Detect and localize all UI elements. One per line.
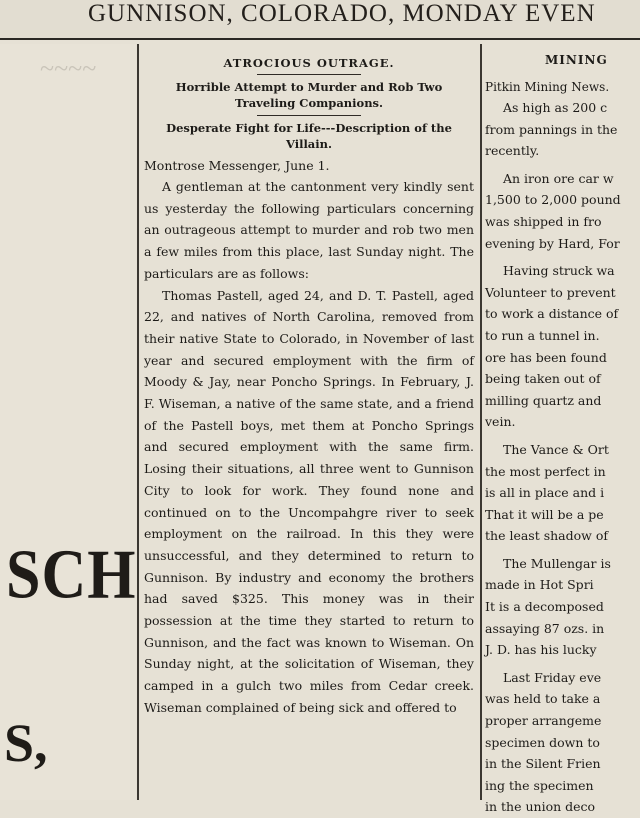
text-line: ing the specimen bbox=[485, 777, 594, 793]
masthead-title: GUNNISON, COLORADO, MONDAY EVEN bbox=[88, 0, 596, 27]
large-text-fragment: S, bbox=[4, 713, 48, 773]
mining-news-paragraph bbox=[485, 260, 640, 433]
text-line: The Mullengar is bbox=[503, 555, 611, 571]
text-line: evening by Hard, For bbox=[485, 235, 620, 251]
bleed-through-text: ~~~~ bbox=[40, 54, 97, 83]
mining-news-paragraph bbox=[485, 168, 640, 254]
text-line: was shipped in fro bbox=[485, 213, 602, 229]
text-line: was held to take a bbox=[485, 691, 601, 707]
right-column-fragment bbox=[485, 50, 640, 815]
text-line: to work a distance of bbox=[485, 306, 619, 322]
text-line: proper arrangeme bbox=[485, 713, 602, 729]
text-line: assaying 87 ozs. in bbox=[485, 620, 605, 636]
text-line: made in Hot Spri bbox=[485, 577, 594, 593]
text-line: being taken out of bbox=[485, 371, 601, 387]
article-headline: ATROCIOUS OUTRAGE. bbox=[223, 56, 395, 70]
article-subhead: Desperate Fight for Life---Description of the Villain. bbox=[166, 121, 452, 151]
source-line: Pitkin Mining News. bbox=[485, 80, 610, 94]
text-line: 1,500 to 2,000 pound bbox=[485, 192, 621, 208]
large-text-fragment: SCH bbox=[6, 536, 137, 614]
masthead bbox=[0, 0, 640, 40]
text-line: in the Silent Frien bbox=[485, 756, 601, 772]
divider bbox=[257, 74, 361, 75]
text-line: As high as 200 c bbox=[503, 100, 608, 115]
left-column-fragment bbox=[0, 44, 136, 800]
divider bbox=[257, 115, 361, 116]
text-line: It is a decomposed bbox=[485, 599, 604, 615]
text-line: specimen down to bbox=[485, 734, 600, 750]
text-line: Last Friday eve bbox=[503, 669, 602, 685]
text-line: is all in place and i bbox=[485, 485, 605, 501]
text-line: from pannings in the bbox=[485, 121, 618, 137]
mining-news-paragraph bbox=[485, 667, 640, 818]
text-line: to run a tunnel in. bbox=[485, 327, 600, 343]
text-line: Having struck wa bbox=[503, 263, 615, 279]
column-heading: MINING bbox=[545, 53, 608, 67]
mining-news-paragraph bbox=[485, 439, 640, 547]
text-line: in the union deco bbox=[485, 799, 596, 815]
article-subhead: Horrible Attempt to Murder and Rob Two Traveling Companions. bbox=[175, 80, 443, 110]
text-line: the least shadow of bbox=[485, 528, 608, 544]
mining-news-body bbox=[485, 97, 640, 818]
text-line: milling quartz and bbox=[485, 392, 602, 408]
text-line: Volunteer to prevent bbox=[485, 284, 616, 300]
column-rule bbox=[137, 44, 139, 800]
article-paragraph: A gentleman at the cantonment very kindly sent us yesterday the following particulars concerning an outrageous attempt to murder and rob two men a few miles from this place, last Sunday night. The particulars are as follows: bbox=[144, 179, 474, 281]
article-paragraph: Thomas Pastell, aged 24, and D. T. Pastell, aged 22, and natives of North Carolina, removed from their native State to Colorado, in November of last year and secured employment with the firm of Moody & Jay, near Poncho Springs. In February, J. F. Wiseman, a native of the same state, and a friend of the Pastell boys, met them at Poncho Springs and secured employment with the same firm. Losing their situations, all three went to Gunnison City to look for work. They found none and continued on to the Uncompahgre river to seek employment on the railroad. In this they were unsuccessful, and they determined to return to Gunnison. By industry and economy the brothers had saved $325. This money was in their possession at the time they started to return to Gunnison, and the fact was known to Wiseman. On Sunday night, at the solicitation of Wiseman, they camped in a gulch two miles from Cedar creek. Wiseman complained of being sick and offered to bbox=[144, 287, 474, 715]
mining-news-paragraph bbox=[485, 553, 640, 661]
text-line: J. D. has his lucky bbox=[485, 642, 597, 658]
text-line: An iron ore car w bbox=[503, 170, 614, 186]
text-line: the most perfect in bbox=[485, 463, 606, 479]
article-body bbox=[144, 176, 474, 719]
column-rule bbox=[480, 44, 482, 800]
mining-news-paragraph bbox=[485, 97, 640, 162]
article-column bbox=[142, 50, 476, 800]
text-line: The Vance & Ort bbox=[503, 441, 609, 457]
text-line: That it will be a pe bbox=[485, 506, 604, 522]
article-dateline: Montrose Messenger, June 1. bbox=[144, 158, 330, 173]
text-line: recently. bbox=[485, 143, 540, 159]
text-line: vein. bbox=[485, 414, 516, 430]
text-line: ore has been found bbox=[485, 349, 607, 365]
